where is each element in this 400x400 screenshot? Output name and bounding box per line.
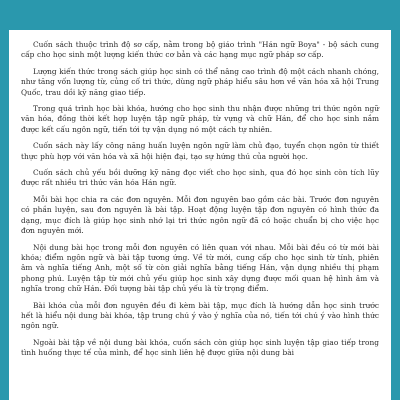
paragraph-2: Lượng kiến thức trong sách giúp học sinh có thể nâng cao trình độ một cách nhanh chóng, như tăng vốn lượng từ, củng cố tri thức, dùng ngữ pháp hiểu sâu hơn về văn hóa xã hội Trung Quốc, trau dồi kỹ năng giao tiếp. xyxy=(21,66,379,97)
paragraph-4: Cuốn sách này lấy công năng huấn luyện ngôn ngữ làm chủ đạo, tuyển chọn ngôn từ thiết thực phù hợp với văn hóa và xã hội hiện đại, tạo sự hứng thú của người học. xyxy=(21,141,379,161)
paragraph-5: Cuốn sách chủ yếu bồi dưỡng kỹ năng đọc viết cho học sinh, qua đó học sinh còn tích lũy được rất nhiều tri thức văn hóa Hán ngữ. xyxy=(21,168,379,188)
paragraph-3: Trong quá trình học bài khóa, hướng cho học sinh thu nhận được những tri thức ngôn ngữ văn hóa, đồng thời kết hợp luyện tập ngữ pháp, từ vựng và chữ Hán, để cho học sinh nắm được kết cấu ngôn ngữ, tiến tới tự vận dụng nó một cách tự nhiên. xyxy=(21,104,379,134)
paragraph-1: Cuốn sách thuộc trình độ sơ cấp, nằm trong bộ giáo trình "Hán ngữ Boya" - bộ sách cung cấp cho học sinh một lượng kiến thức cơ bản và các hạng mục ngữ pháp sơ cấp. xyxy=(21,40,379,60)
paragraph-6: Mỗi bài học chia ra các đơn nguyên. Mỗi đơn nguyên bao gồm các bài. Trước đơn nguyên có phần luyện, sau đơn nguyên là bài tập. Hoạt động luyện tập đơn nguyên có hình thức đa dạng, mục đích là giúp học sinh nhớ lại tri thức ngôn ngữ đã có hoặc chuẩn bị cho việc học đơn nguyên mới. xyxy=(21,194,379,236)
paragraph-8: Bài khóa của mỗi đơn nguyên đều đi kèm bài tập, mục đích là hướng dẫn học sinh trước hết là hiểu nội dung bài khóa, tập trung chú ý vào ý nghĩa của nó, tiến tới chú ý vào hình thức ngôn ngữ. xyxy=(21,300,379,331)
paragraph-7: Nội dung bài học trong mỗi đơn nguyên có liên quan với nhau. Mỗi bài đều có từ mới bài khóa; điểm ngôn ngữ và bài tập tương ứng. Về từ mới, cung cấp cho học sinh từ tính, phiên âm và nghĩa tiếng Anh, một số từ còn giải nghĩa bằng tiếng Hán, vận dụng nhiều thị phạm phong phú. Luyện tập từ mới chủ yếu giúp học sinh xây dựng được mối quan hệ hình âm và nghĩa trong chữ Hán. Đối tượng bài tập chủ yếu là từ trọng điểm. xyxy=(21,242,379,294)
paragraph-9: Ngoài bài tập về nội dung bài khóa, cuốn sách còn giúp học sinh luyện tập giao tiếp trong tình huống thực tế của mình, để học sinh liên hệ được giữa nội dung bài xyxy=(21,337,379,358)
document-page xyxy=(9,30,391,400)
